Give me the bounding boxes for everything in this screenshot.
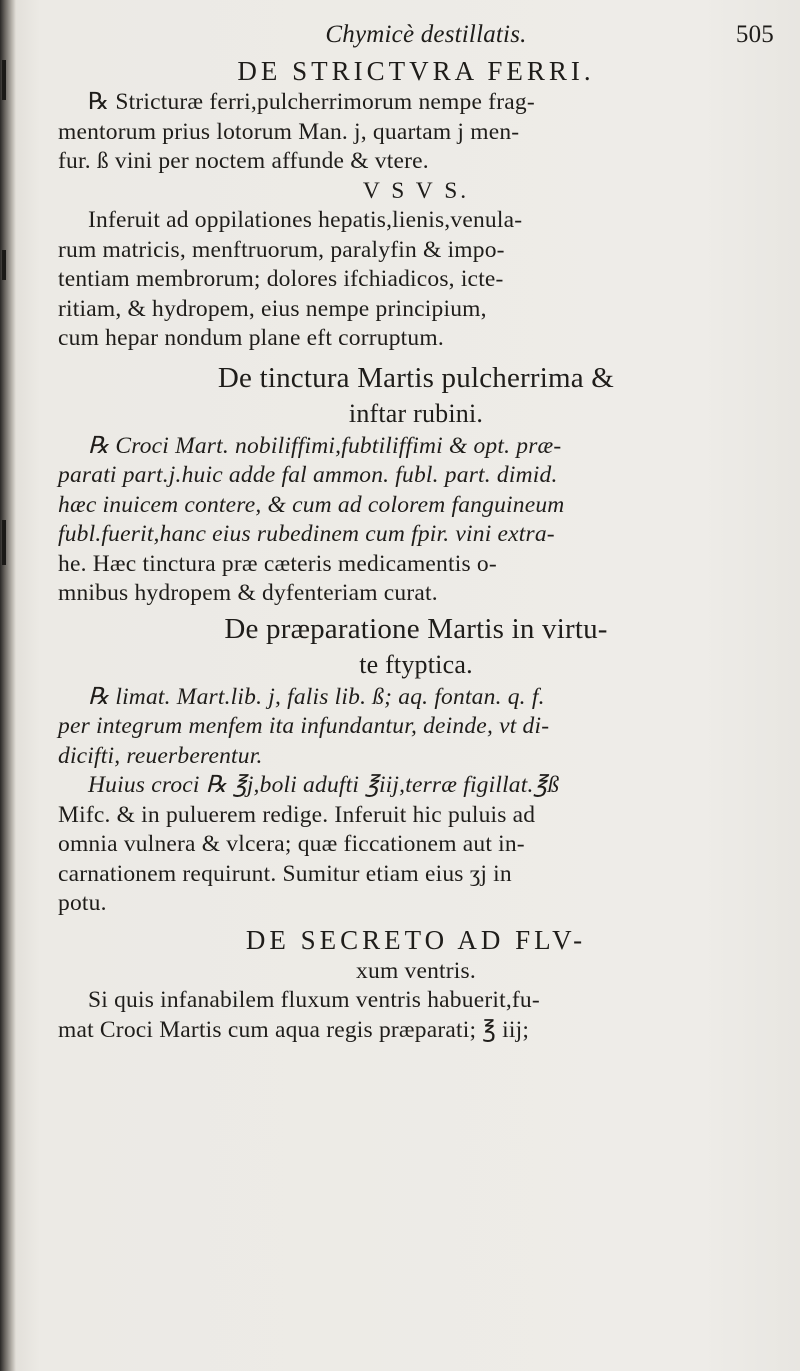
text-line: ℞ Stricturæ ferri,pulcherrimorum nempe frag- — [88, 89, 535, 115]
text-line: Mifc. & in puluerem redige. Inferuit hic puluis ad — [58, 801, 536, 828]
text-line: omnia vulnera & vlcera; quæ ficcationem aut in- — [58, 831, 525, 857]
section-heading: V S V S. — [362, 177, 470, 204]
text-line: carnationem requirunt. Sumitur etiam eius ʒj in — [58, 860, 512, 887]
text-line: potu. — [58, 890, 107, 916]
text-line: fubl.fuerit,hanc eius rubedinem cum fpir. vini extra- — [58, 521, 555, 547]
text-line: Huius croci ℞ ℥j,boli adufti ℥iij,terræ figillat.℥ß — [88, 772, 560, 798]
section-heading-cont: inftar rubini. — [348, 398, 484, 428]
section-heading-cont: xum ventris. — [356, 957, 476, 984]
section-heading: De tinctura Martis pulcherrima & — [217, 361, 615, 394]
text-line: tentiam membrorum; dolores ifchiadicos, icte- — [58, 266, 504, 292]
page-number: 505 — [735, 21, 774, 48]
text-line: ℞ limat. Mart.lib. j, falis lib. ß; aq. fontan. q. f. — [88, 683, 545, 710]
text-line: parati part.j.huic adde fal ammon. fubl. part. dimid. — [58, 462, 558, 488]
text-line: Si quis infanabilem fluxum ventris habuerit,fu- — [88, 987, 540, 1013]
running-head: Chymicè destillatis. — [325, 21, 527, 48]
binding-mark — [2, 250, 6, 280]
text-line: mentorum prius lotorum Man. j, quartam j men- — [58, 118, 520, 145]
text-line: Inferuit ad oppilationes hepatis,lienis,venula- — [88, 207, 523, 233]
text-line: he. Hæc tinctura præ cæteris medicamentis o- — [58, 550, 497, 577]
binding-mark — [2, 520, 6, 565]
book-binding-shadow — [0, 0, 16, 1371]
text-line: fur. ß vini per noctem affunde & vtere. — [58, 148, 429, 174]
section-heading: DE STRICTVRA FERRI. — [237, 56, 595, 86]
text-line: rum matricis, menftruorum, paralyfin & impo- — [58, 236, 505, 263]
text-line: per integrum menfem ita infundantur, deinde, vt di- — [58, 713, 550, 739]
section-heading-cont: te ftyptica. — [359, 649, 473, 679]
page-header — [58, 20, 774, 54]
text-line: cum hepar nondum plane eft corruptum. — [58, 325, 444, 351]
text-line: hæc inuicem contere, & cum ad colorem fanguineum — [58, 491, 565, 518]
text-line: ritiam, & hydropem, eius nempe principium, — [58, 295, 487, 322]
text-line: dicifti, reuerberentur. — [58, 742, 263, 769]
section-heading: De præparatione Martis in virtu- — [224, 612, 608, 645]
page-text — [58, 20, 774, 1045]
text-line: ℞ Croci Mart. nobiliffimi,fubtiliffimi & opt. præ- — [88, 432, 562, 459]
text-line: mnibus hydropem & dyfenteriam curat. — [58, 580, 438, 606]
section-heading: DE SECRETO AD FLV- — [245, 924, 587, 955]
binding-mark — [2, 60, 6, 100]
text-line: mat Croci Martis cum aqua regis præparati; ℥ iij; — [58, 1016, 530, 1043]
